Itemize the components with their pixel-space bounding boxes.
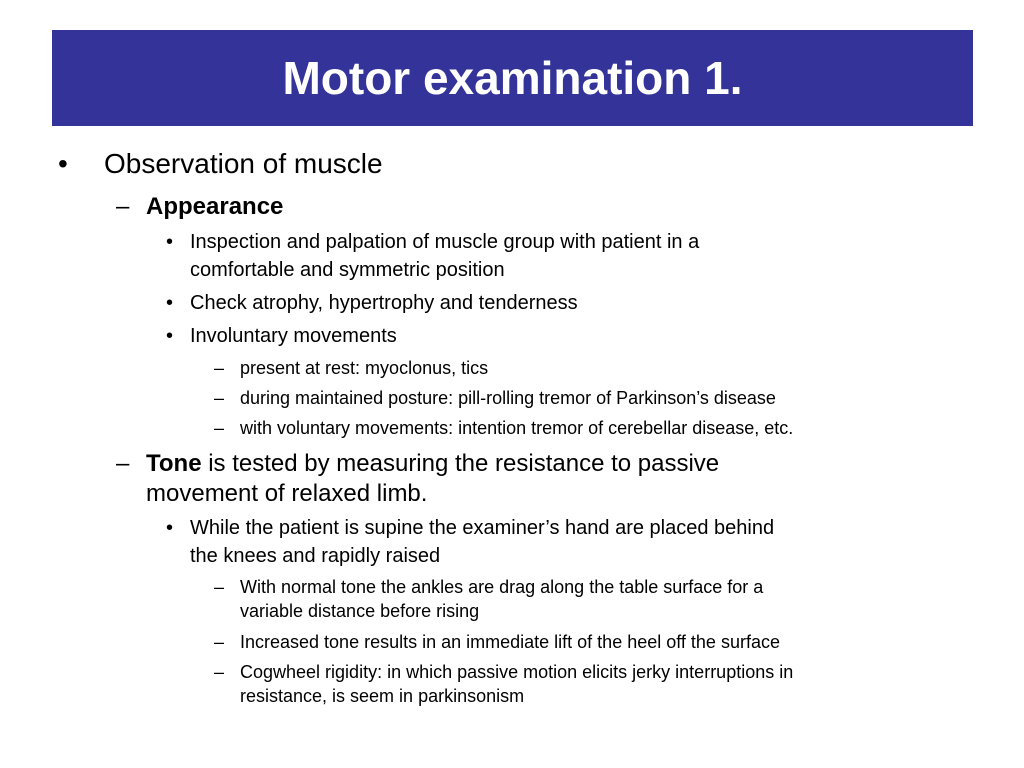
bullet-continuation: variable distance before rising xyxy=(240,601,480,621)
bullet-increased-tone xyxy=(214,630,780,655)
bullet-text: during maintained posture: pill-rolling tremor of Parkinson’s disease xyxy=(240,388,776,408)
bullet-text: present at rest: myoclonus, tics xyxy=(240,358,489,378)
bullet-marker: • xyxy=(166,325,174,347)
tone-bold-label: Tone xyxy=(146,450,202,477)
slide-title: Motor examination 1. xyxy=(282,52,743,104)
bullet-continuation: movement of relaxed limb. xyxy=(146,480,428,507)
bullet-text-bold: Appearance xyxy=(146,193,284,220)
bullet-at-rest xyxy=(214,356,488,381)
bullet-check-atrophy xyxy=(166,289,578,317)
bullet-marker: • xyxy=(166,292,174,314)
bullet-tone xyxy=(116,449,719,478)
bullet-text: Observation of muscle xyxy=(104,148,383,179)
bullet-marker: • xyxy=(166,231,174,253)
bullet-text: Check atrophy, hypertrophy and tenderness xyxy=(190,292,578,314)
bullet-supine xyxy=(166,514,774,542)
dash-marker: – xyxy=(214,388,225,408)
bullet-continuation: resistance, is seem in parkinsonism xyxy=(240,686,525,706)
bullet-text: While the patient is supine the examiner’s hand are placed behind xyxy=(190,517,775,539)
dash-marker: – xyxy=(214,577,225,597)
bullet-continuation: the knees and rapidly raised xyxy=(190,545,441,567)
bullet-marker: • xyxy=(58,148,68,179)
bullet-normal-tone xyxy=(214,575,763,600)
bullet-text: Increased tone results in an immediate lift of the heel off the surface xyxy=(240,632,780,652)
dash-marker: – xyxy=(214,418,225,438)
bullet-text: Inspection and palpation of muscle group with patient in a xyxy=(190,231,700,253)
bullet-observation xyxy=(58,148,383,180)
bullet-cogwheel xyxy=(214,660,793,685)
bullet-voluntary xyxy=(214,416,793,441)
bullet-text: is tested by measuring the resistance to passive xyxy=(201,450,720,477)
bullet-inspection xyxy=(166,228,699,256)
bullet-involuntary xyxy=(166,322,397,350)
bullet-text: Cogwheel rigidity: in which passive motion elicits jerky interruptions in xyxy=(240,662,794,682)
bullet-continuation: comfortable and symmetric position xyxy=(190,259,505,281)
bullet-text: With normal tone the ankles are drag along the table surface for a xyxy=(240,577,764,597)
dash-marker: – xyxy=(116,450,130,477)
dash-marker: – xyxy=(116,193,130,220)
bullet-appearance xyxy=(116,192,283,221)
title-bar xyxy=(52,30,973,126)
dash-marker: – xyxy=(214,632,225,652)
dash-marker: – xyxy=(214,358,225,378)
bullet-text: Involuntary movements xyxy=(190,325,397,347)
bullet-marker: • xyxy=(166,517,174,539)
bullet-text: with voluntary movements: intention tremor of cerebellar disease, etc. xyxy=(240,418,794,438)
dash-marker: – xyxy=(214,662,225,682)
bullet-maintained-posture xyxy=(214,386,776,411)
